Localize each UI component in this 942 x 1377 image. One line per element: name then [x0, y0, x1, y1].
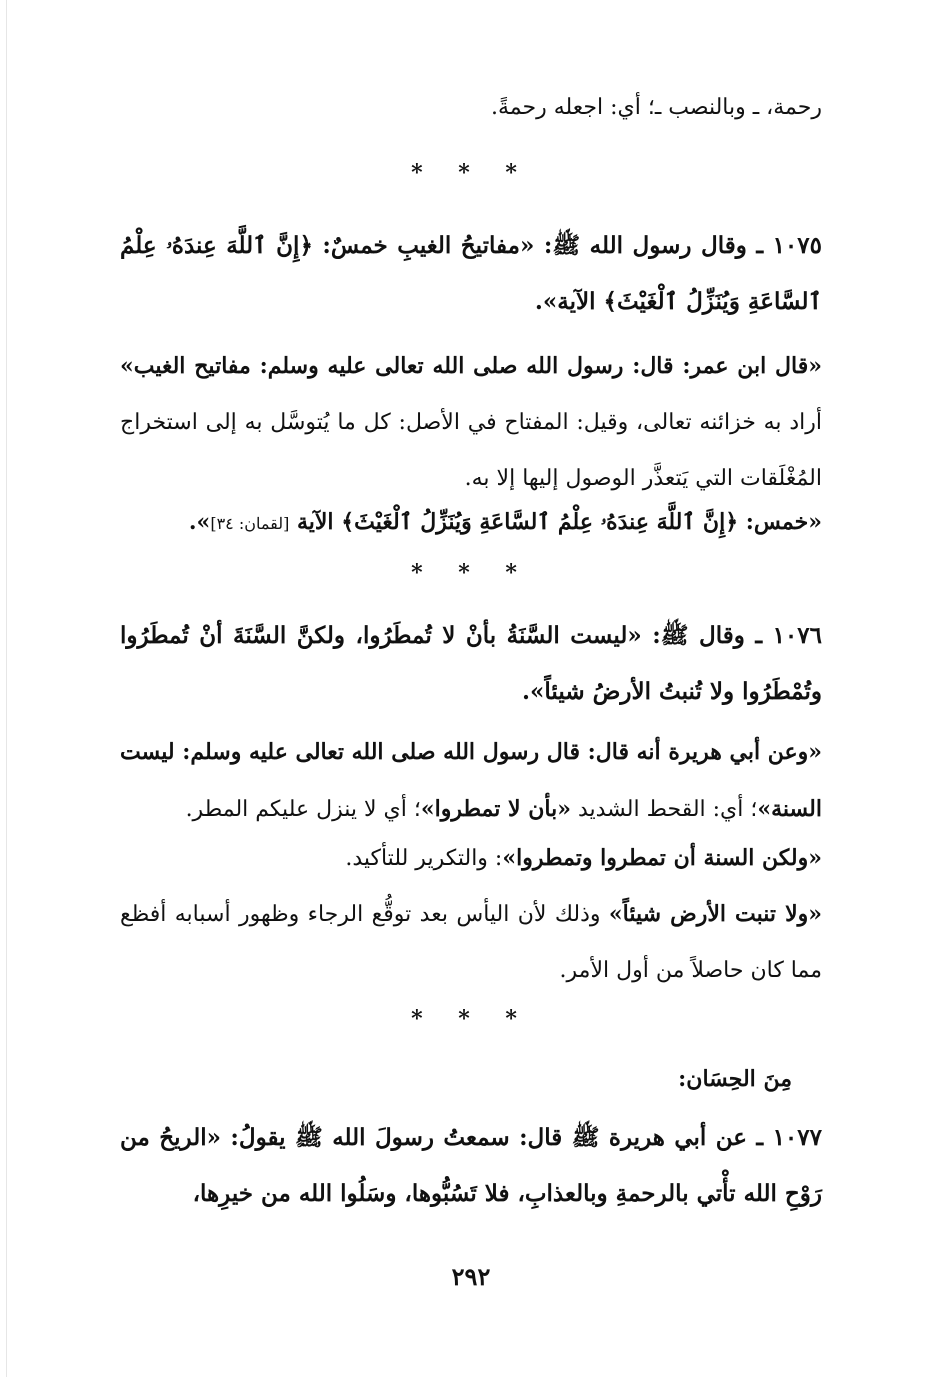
commentary-1075-b-mid: الآية: [289, 509, 342, 535]
top-line-text: رحمة، ـ وبالنصب ـ؛ أي: اجعله رحمةً.: [490, 95, 822, 120]
commentary-1076-b: [120, 830, 822, 887]
section-heading: مِنَ الحِسَان:: [678, 1066, 792, 1092]
commentary-1075-a: [120, 338, 822, 507]
separator-1: * * *: [411, 160, 531, 186]
commentary-1075-b-lead: «خمس: ﴿إِنَّ ٱللَّهَ عِندَهُۥ عِلْمُ ٱلسَّاعَةِ وَيُنَزِّلُ ٱلْغَيْثَ﴾: [341, 509, 822, 535]
separator-3: * * *: [411, 1006, 531, 1032]
commentary-1076-c-lead: «ولا تنبت الأرض شيئاً»: [608, 901, 823, 927]
scan-edge-line: [6, 0, 7, 1377]
commentary-1076-a: [120, 724, 822, 838]
page-number: ٢٩٢: [451, 1262, 491, 1291]
commentary-1075-a-rest: أراد به خزائنه تعالى، وقيل: المفتاح في الأصل: كل ما يُتوسَّل به إلى استخراج المُغْلَقات التي يَتعذَّر الوصول إليها إلا به.: [120, 410, 822, 491]
commentary-1075-a-text: [120, 338, 822, 507]
commentary-1076-a-mid1: ؛ أي: القحط الشديد: [570, 797, 758, 822]
commentary-1076-c-rest: وذلك لأن اليأس بعد توقُّع الرجاء وظهور أسبابه أفظع مما كان حاصلاً من أول الأمر.: [120, 902, 822, 983]
commentary-1076-c-text: [120, 886, 822, 999]
commentary-1076-b-lead: «ولكن السنة أن تمطروا وتمطروا»: [502, 845, 822, 871]
commentary-1076-a-end: ؛ أي لا ينزل عليكم المطر.: [185, 797, 421, 822]
commentary-1076-c: [120, 886, 822, 999]
hadith-1077: [120, 1110, 822, 1222]
commentary-1076-b-rest: : والتكرير للتأكيد.: [345, 846, 503, 871]
hadith-1076-text: ١٠٧٦ ـ وقال ﷺ: «ليست السَّنَةُ بأنْ لا تُمطَرُوا، ولكنَّ السَّنَةَ أنْ تُمطَرُوا وتُمْطَرُوا ولا تُنبتُ الأرضُ شيئاً».: [120, 622, 822, 705]
hadith-1075-text: ١٠٧٥ ـ وقال رسول الله ﷺ: «مفاتيحُ الغيبِ خمسٌ: ﴿إِنَّ ٱللَّهَ عِندَهُۥ عِلْمُ ٱلسَّاعَةِ وَيُنَزِّلُ ٱلْغَيْثَ﴾ الآية».: [120, 232, 822, 315]
hadith-1075: [120, 218, 822, 330]
top-line: [120, 80, 822, 136]
separator-2: * * *: [411, 560, 531, 586]
commentary-1075-a-lead: «قال ابن عمر: قال: رسول الله صلى الله تعالى عليه وسلم: مفاتيح الغيب»: [120, 353, 822, 379]
quran-reference: [لقمان: ٣٤]: [210, 514, 290, 533]
commentary-1076-a-mid2: «بأن لا تمطروا»: [420, 796, 571, 822]
hadith-1076: [120, 608, 822, 720]
commentary-1076-b-text: [120, 830, 822, 887]
commentary-1075-b: [120, 494, 822, 552]
commentary-1075-b-end: ».: [188, 509, 211, 535]
commentary-1075-b-text: [120, 494, 822, 552]
commentary-1076-a-text: [120, 724, 822, 838]
commentary-1076-a-lead: «وعن أبي هريرة أنه قال: قال رسول الله صلى الله تعالى عليه وسلم: ليست السنة»: [120, 739, 822, 822]
hadith-1077-text: ١٠٧٧ ـ عن أبي هريرة ﷺ قال: سمعتُ رسولَ الله ﷺ يقولُ: «الريحُ من رَوْحِ الله تأْتي بالرحمةِ وبالعذابِ، فلا تَسُبُّوها، وسَلُوا الله من خيرِها،: [120, 1124, 822, 1207]
